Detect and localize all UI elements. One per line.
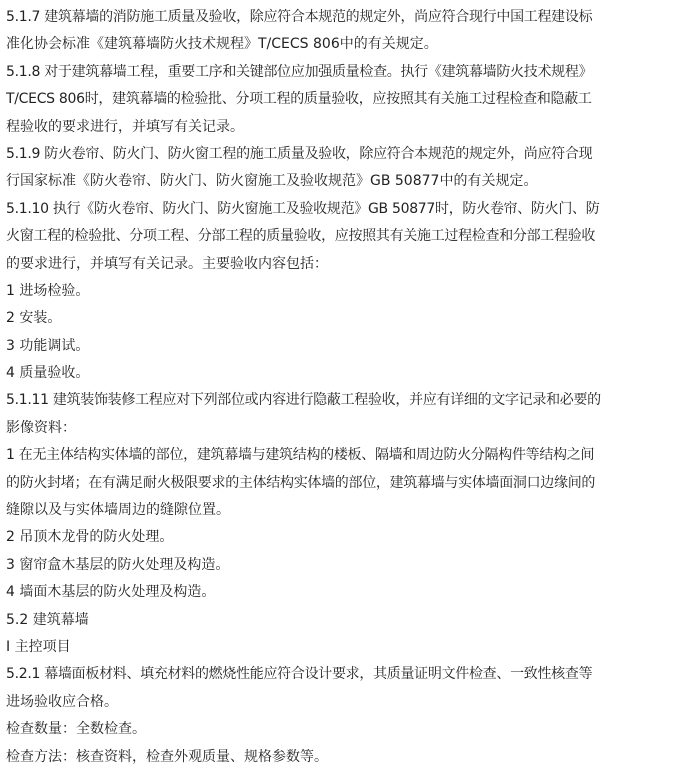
text-line: 4 墙面木基层的防火处理及构造。 xyxy=(6,584,216,601)
text-line: T/CECS 806时，建筑幕墙的检验批、分项工程的质量验收，应按照其有关施工过程检查和隐蔽工 xyxy=(6,91,592,108)
text-line: 行国家标准《防火卷帘、防火门、防火窗施工及验收规范》GB 50877中的有关规定。 xyxy=(6,173,538,190)
text-line: 影像资料： xyxy=(6,419,76,436)
text-line: 5.1.9 防火卷帘、防火门、防火窗工程的施工质量及验收，除应符合本规范的规定外，尚应符合现 xyxy=(6,145,593,162)
section-heading: 5.2 建筑幕墙 xyxy=(6,611,89,628)
text-line: 5.1.8 对于建筑幕墙工程，重要工序和关键部位应加强质量检查。执行《建筑幕墙防火技术规程》 xyxy=(6,63,593,80)
text-line: 5.1.10 执行《防火卷帘、防火门、防火窗施工及验收规范》GB 50877时，防火卷帘、防火门、防 xyxy=(6,200,600,217)
text-line: 程验收的要求进行，并填写有关记录。 xyxy=(6,118,244,135)
text-line: 5.1.7 建筑幕墙的消防施工质量及验收，除应符合本规范的规定外，尚应符合现行中国工程建设标 xyxy=(6,9,593,25)
subsection-heading: Ⅰ 主控项目 xyxy=(6,638,71,655)
text-line: 缝隙以及与实体墙周边的缝隙位置。 xyxy=(6,502,230,519)
text-line: 准化协会标准《建筑幕墙防火技术规程》T/CECS 806中的有关规定。 xyxy=(6,36,438,53)
text-line: 检查数量：全数检查。 xyxy=(6,721,146,738)
text-line: 3 窗帘盒木基层的防火处理及构造。 xyxy=(6,556,230,573)
text-line: 2 吊顶木龙骨的防火处理。 xyxy=(6,529,174,546)
text-line: 进场验收应合格。 xyxy=(6,693,118,710)
text-line: 1 在无主体结构实体墙的部位，建筑幕墙与建筑结构的楼板、隔墙和周边防火分隔构件等结构之间 xyxy=(6,447,595,464)
text-line: 火窗工程的检验批、分项工程、分部工程的质量验收，应按照其有关施工过程检查和分部工程验收 xyxy=(6,228,596,245)
text-line: 5.1.11 建筑装饰装修工程应对下列部位或内容进行隐蔽工程验收，并应有详细的文字记录和必要的 xyxy=(6,392,601,409)
text-line: 4 质量验收。 xyxy=(6,365,90,382)
text-line: 2 安装。 xyxy=(6,310,62,327)
text-line: 3 功能调试。 xyxy=(6,337,90,354)
text-line: 检查方法：核查资料，检查外观质量、规格参数等。 xyxy=(6,748,328,765)
text-line: 5.2.1 幕墙面板材料、填充材料的燃烧性能应符合设计要求，其质量证明文件检查、一致性核查等 xyxy=(6,666,593,683)
text-line: 的防火封堵；在有满足耐火极限要求的主体结构实体墙的部位，建筑幕墙与实体墙面洞口边缘间的 xyxy=(6,474,596,491)
text-line: 1 进场检验。 xyxy=(6,282,90,299)
text-line: 的要求进行，并填写有关记录。主要验收内容包括： xyxy=(6,255,328,272)
